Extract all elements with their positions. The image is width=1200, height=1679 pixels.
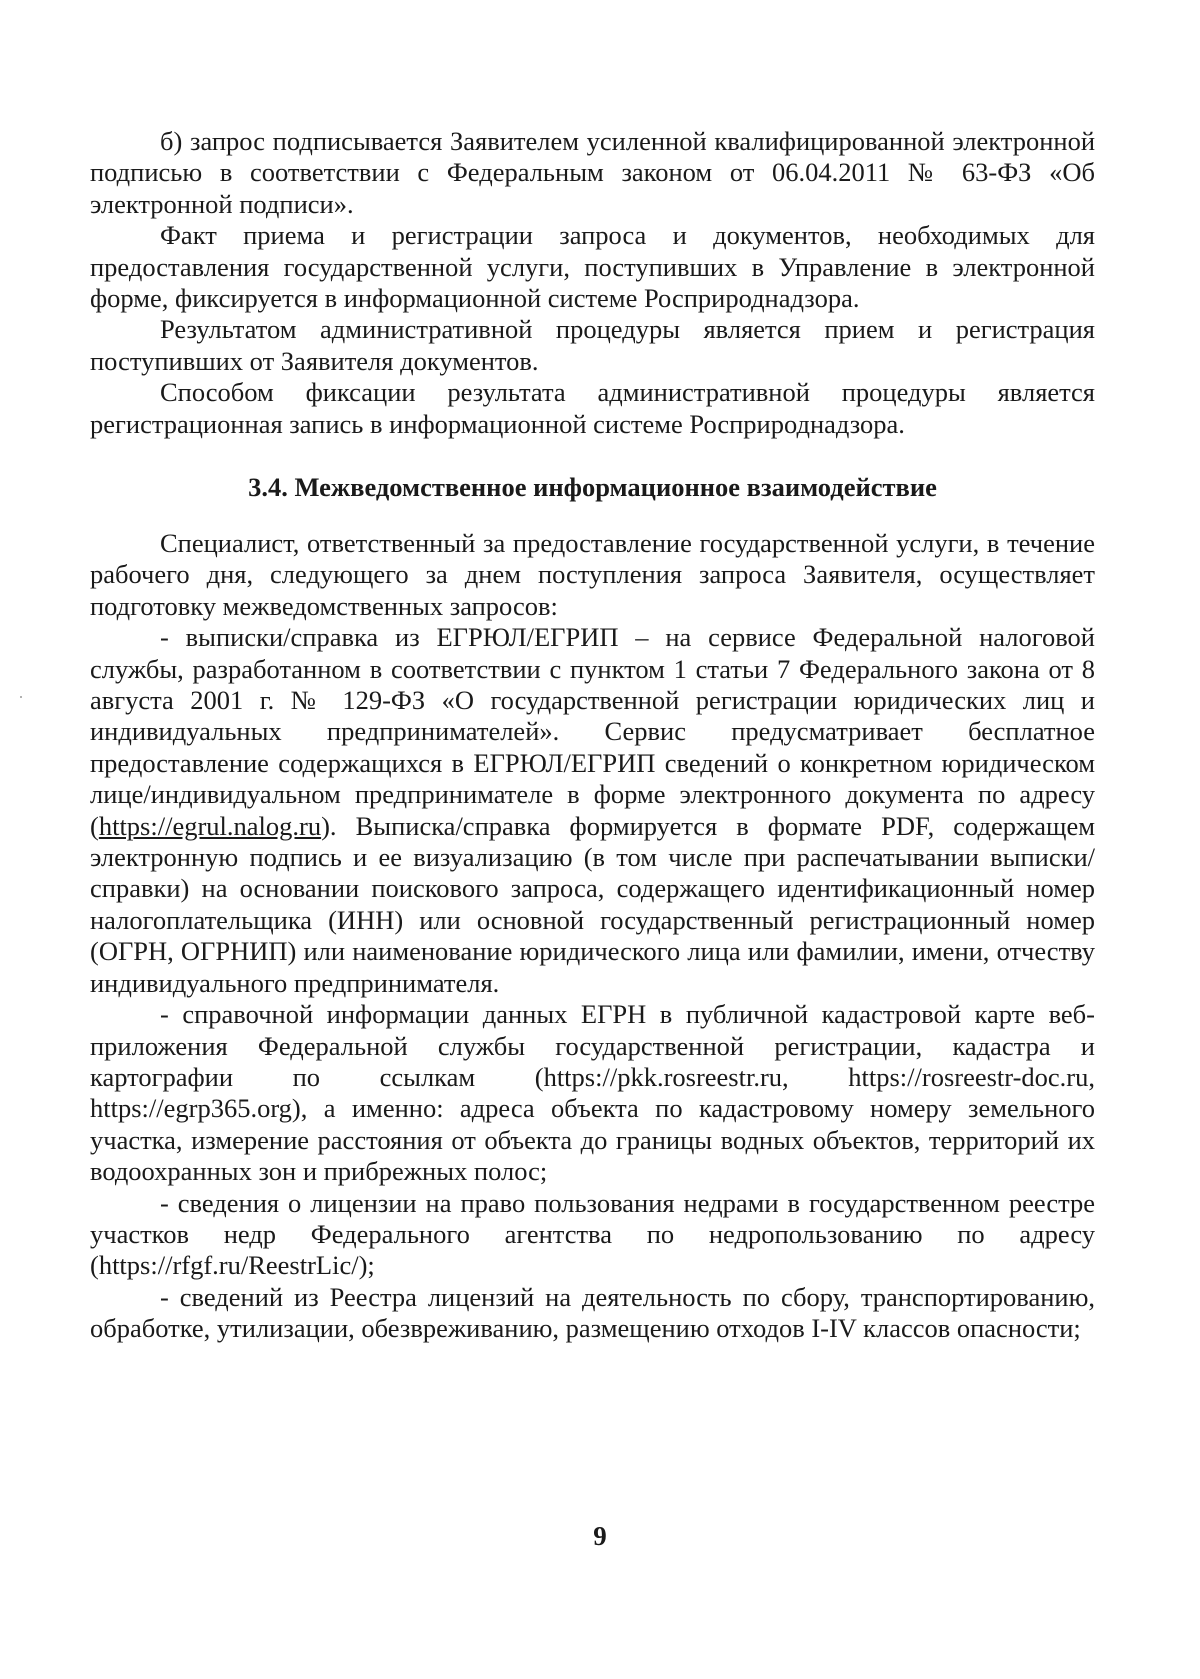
- paragraph-fixation-method: Способом фиксации результата административной процедуры является регистрационная запись в информационной системе Росприроднадзора.: [90, 377, 1095, 439]
- list-item-egrul: [90, 622, 1095, 999]
- section-heading: 3.4. Межведомственное информационное взаимодействие: [248, 472, 937, 502]
- egrul-link[interactable]: https://egrul.nalog.ru: [98, 810, 322, 841]
- list-item-license-waste: - сведений из Реестра лицензий на деятельность по сбору, транспортированию, обработке, утилизации, обезвреживанию, размещению отходов I-IV классов опасности;: [90, 1281, 1095, 1344]
- paragraph-registration-fact: Факт приема и регистрации запроса и документов, необходимых для предоставления государственной услуги, поступивших в Управление в электронной форме, фиксируется в информационной системе Росприроднадзора.: [90, 220, 1095, 314]
- egrul-text-before: - выписки/справка из ЕГРЮЛ/ЕГРИП – на сервисе Федеральной налоговой службы, разработанном в соответствии с пунктом 1 статьи 7 Федерального закона от 8 августа 2001 г. № 129-ФЗ «О государственной регистрации юридических лиц и индивидуальных предпринимателей». Сервис предусматривает бесплатное предоставление содержащихся в ЕГРЮЛ/ЕГРИП сведений о конкретном юридическом лице/индивидуальном предпринимателе в форме электронного документа по адресу (: [90, 622, 1095, 841]
- list-item-egrn: - справочной информации данных ЕГРН в публичной кадастровой карте веб-приложения Федеральной службы государственной регистрации, кадастра и картографии по ссылкам (https://pkk.rosreestr.ru, https://rosreestr-doc.ru, https://egrp365.org), а именно: адреса объекта по кадастровому номеру земельного участка, измерение расстояния от объекта до границы водных объектов, территорий их водоохранных зон и прибрежных полос;: [90, 999, 1095, 1187]
- text-block-section: [90, 528, 1095, 1345]
- scan-artifact-dot: [20, 696, 22, 698]
- paragraph-signature: б) запрос подписывается Заявителем усиленной квалифицированной электронной подписью в соответствии с Федеральным законом от 06.04.2011 № 63-ФЗ «Об электронной подписи».: [90, 126, 1095, 219]
- page-number: 9: [593, 1521, 607, 1551]
- text-block-top: [90, 126, 1095, 440]
- list-item-license-nedra: - сведения о лицензии на право пользования недрами в государственном реестре участков недр Федерального агентства по недропользованию по адресу (https://rfgf.ru/ReestrLic/);: [90, 1187, 1095, 1281]
- paragraph-result: Результатом административной процедуры является прием и регистрация поступивших от Заявителя документов.: [90, 314, 1095, 376]
- egrul-text-after: ). Выписка/справка формируется в формате PDF, содержащем электронную подпись и ее визуализацию (в том числе при распечатывании выписки/справки) на основании поискового запроса, содержащего идентификационный номер налогоплательщика (ИНН) или основной государственный регистрационный номер (ОГРН, ОГРНИП) или наименование юридического лица или фамилии, имени, отчеству индивидуального предпринимателя.: [90, 810, 1095, 998]
- paragraph-intro: Специалист, ответственный за предоставление государственной услуги, в течение рабочего дня, следующего за днем поступления запроса Заявителя, осуществляет подготовку межведомственных запросов:: [90, 528, 1095, 621]
